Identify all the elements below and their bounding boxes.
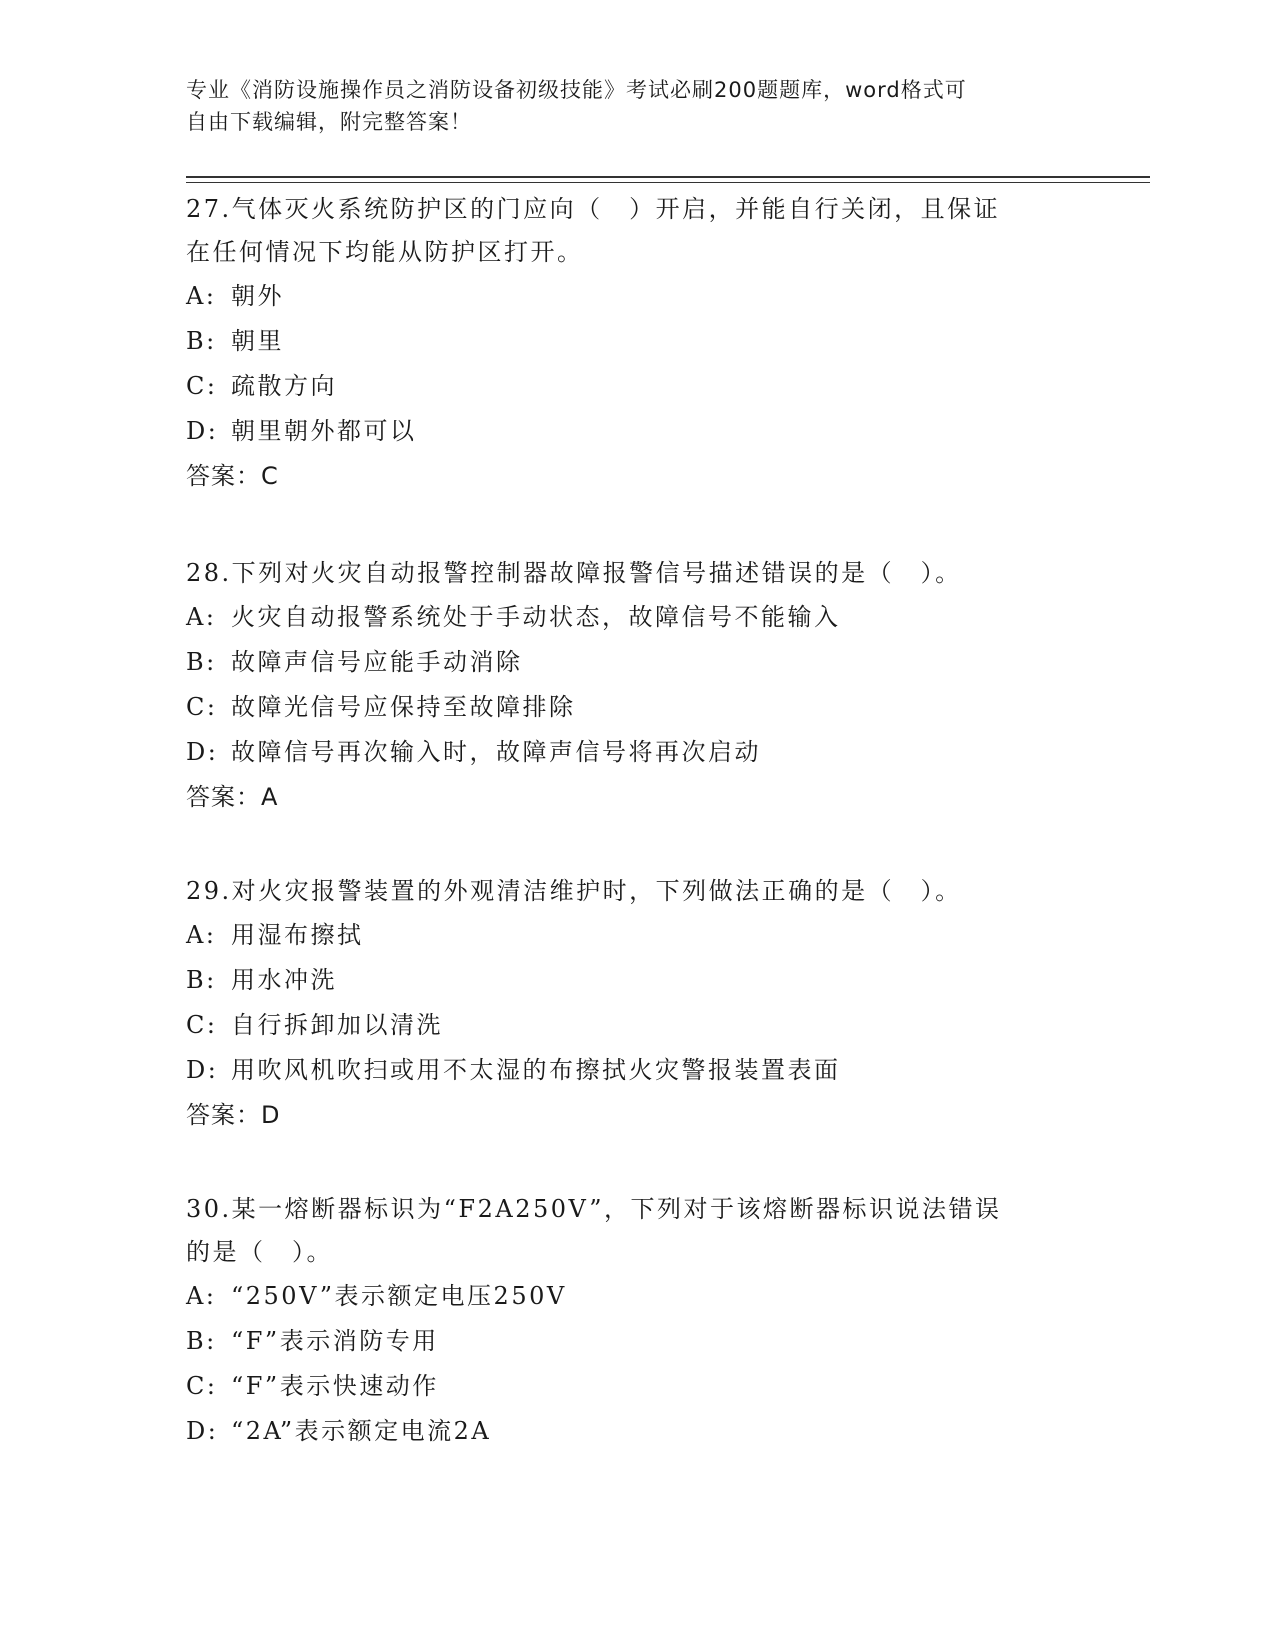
option-text: 朝里 bbox=[231, 327, 284, 355]
option-text: 朝里朝外都可以 bbox=[231, 417, 417, 445]
answer-label: 答案：D bbox=[186, 1101, 281, 1129]
question-29 bbox=[186, 870, 1086, 1138]
answer-label: 答案：C bbox=[186, 462, 279, 490]
option-text: “F”表示消防专用 bbox=[231, 1327, 439, 1355]
option-text: 朝外 bbox=[231, 282, 284, 310]
question-stem-line-1: 27.气体灭火系统防护区的门应向（ ）开启，并能自行关闭，且保证 bbox=[186, 195, 1001, 223]
question-30 bbox=[186, 1188, 1086, 1454]
option-letter: D: bbox=[186, 738, 219, 766]
option-text: 火灾自动报警系统处于手动状态，故障信号不能输入 bbox=[231, 603, 841, 631]
option-letter: B: bbox=[186, 1327, 217, 1355]
option-letter: D: bbox=[186, 1417, 219, 1445]
option-text: 故障信号再次输入时，故障声信号将再次启动 bbox=[231, 738, 761, 766]
option-c bbox=[186, 685, 1086, 730]
option-text: 自行拆卸加以清洗 bbox=[231, 1011, 443, 1039]
option-a bbox=[186, 274, 1086, 319]
option-letter: C: bbox=[186, 372, 218, 400]
option-b bbox=[186, 958, 1086, 1003]
option-text: “F”表示快速动作 bbox=[231, 1372, 439, 1400]
header-line-2: 自由下载编辑，附完整答案！ bbox=[186, 110, 472, 134]
option-letter: D: bbox=[186, 417, 219, 445]
option-b bbox=[186, 319, 1086, 364]
option-text: 疏散方向 bbox=[231, 372, 337, 400]
option-a bbox=[186, 1274, 1086, 1319]
option-letter: C: bbox=[186, 1011, 218, 1039]
option-letter: A: bbox=[186, 1282, 217, 1310]
option-b bbox=[186, 1319, 1086, 1364]
option-a bbox=[186, 595, 1086, 640]
question-27 bbox=[186, 188, 1086, 499]
question-stem bbox=[186, 552, 1086, 595]
option-letter: A: bbox=[186, 921, 217, 949]
header-divider-thin bbox=[186, 182, 1150, 183]
option-c bbox=[186, 364, 1086, 409]
question-stem-line-1: 29.对火灾报警装置的外观清洁维护时，下列做法正确的是（ ）。 bbox=[186, 877, 962, 905]
question-stem-line-1: 28.下列对火灾自动报警控制器故障报警信号描述错误的是（ ）。 bbox=[186, 559, 962, 587]
option-d bbox=[186, 1409, 1086, 1454]
option-letter: A: bbox=[186, 603, 217, 631]
option-text: 故障声信号应能手动消除 bbox=[231, 648, 523, 676]
option-text: 用吹风机吹扫或用不太湿的布擦拭火灾警报装置表面 bbox=[231, 1056, 841, 1084]
question-stem-line-2: 的是（ ）。 bbox=[186, 1238, 333, 1266]
option-letter: B: bbox=[186, 648, 217, 676]
option-text: “2A”表示额定电流2A bbox=[231, 1417, 492, 1445]
option-letter: B: bbox=[186, 327, 217, 355]
option-d bbox=[186, 409, 1086, 454]
question-stem bbox=[186, 188, 1086, 274]
option-letter: B: bbox=[186, 966, 217, 994]
option-text: 故障光信号应保持至故障排除 bbox=[231, 693, 576, 721]
question-stem bbox=[186, 870, 1086, 913]
option-letter: A: bbox=[186, 282, 217, 310]
question-stem-line-1: 30.某一熔断器标识为“F2A250V”，下列对于该熔断器标识说法错误 bbox=[186, 1195, 1002, 1223]
answer-label: 答案：A bbox=[186, 783, 279, 811]
option-d bbox=[186, 730, 1086, 775]
option-letter: C: bbox=[186, 693, 218, 721]
option-a bbox=[186, 913, 1086, 958]
option-letter: D: bbox=[186, 1056, 219, 1084]
option-c bbox=[186, 1003, 1086, 1048]
option-c bbox=[186, 1364, 1086, 1409]
option-b bbox=[186, 640, 1086, 685]
question-stem-line-2: 在任何情况下均能从防护区打开。 bbox=[186, 238, 584, 266]
header-line-1: 专业《消防设施操作员之消防设备初级技能》考试必刷200题题库，word格式可 bbox=[186, 78, 967, 102]
option-letter: C: bbox=[186, 1372, 218, 1400]
option-text: 用湿布擦拭 bbox=[231, 921, 364, 949]
option-text: “250V”表示额定电压250V bbox=[231, 1282, 567, 1310]
document-header bbox=[186, 74, 1066, 138]
question-28 bbox=[186, 552, 1086, 820]
header-divider-thick bbox=[186, 176, 1150, 178]
option-text: 用水冲洗 bbox=[231, 966, 337, 994]
question-stem bbox=[186, 1188, 1086, 1274]
option-d bbox=[186, 1048, 1086, 1093]
